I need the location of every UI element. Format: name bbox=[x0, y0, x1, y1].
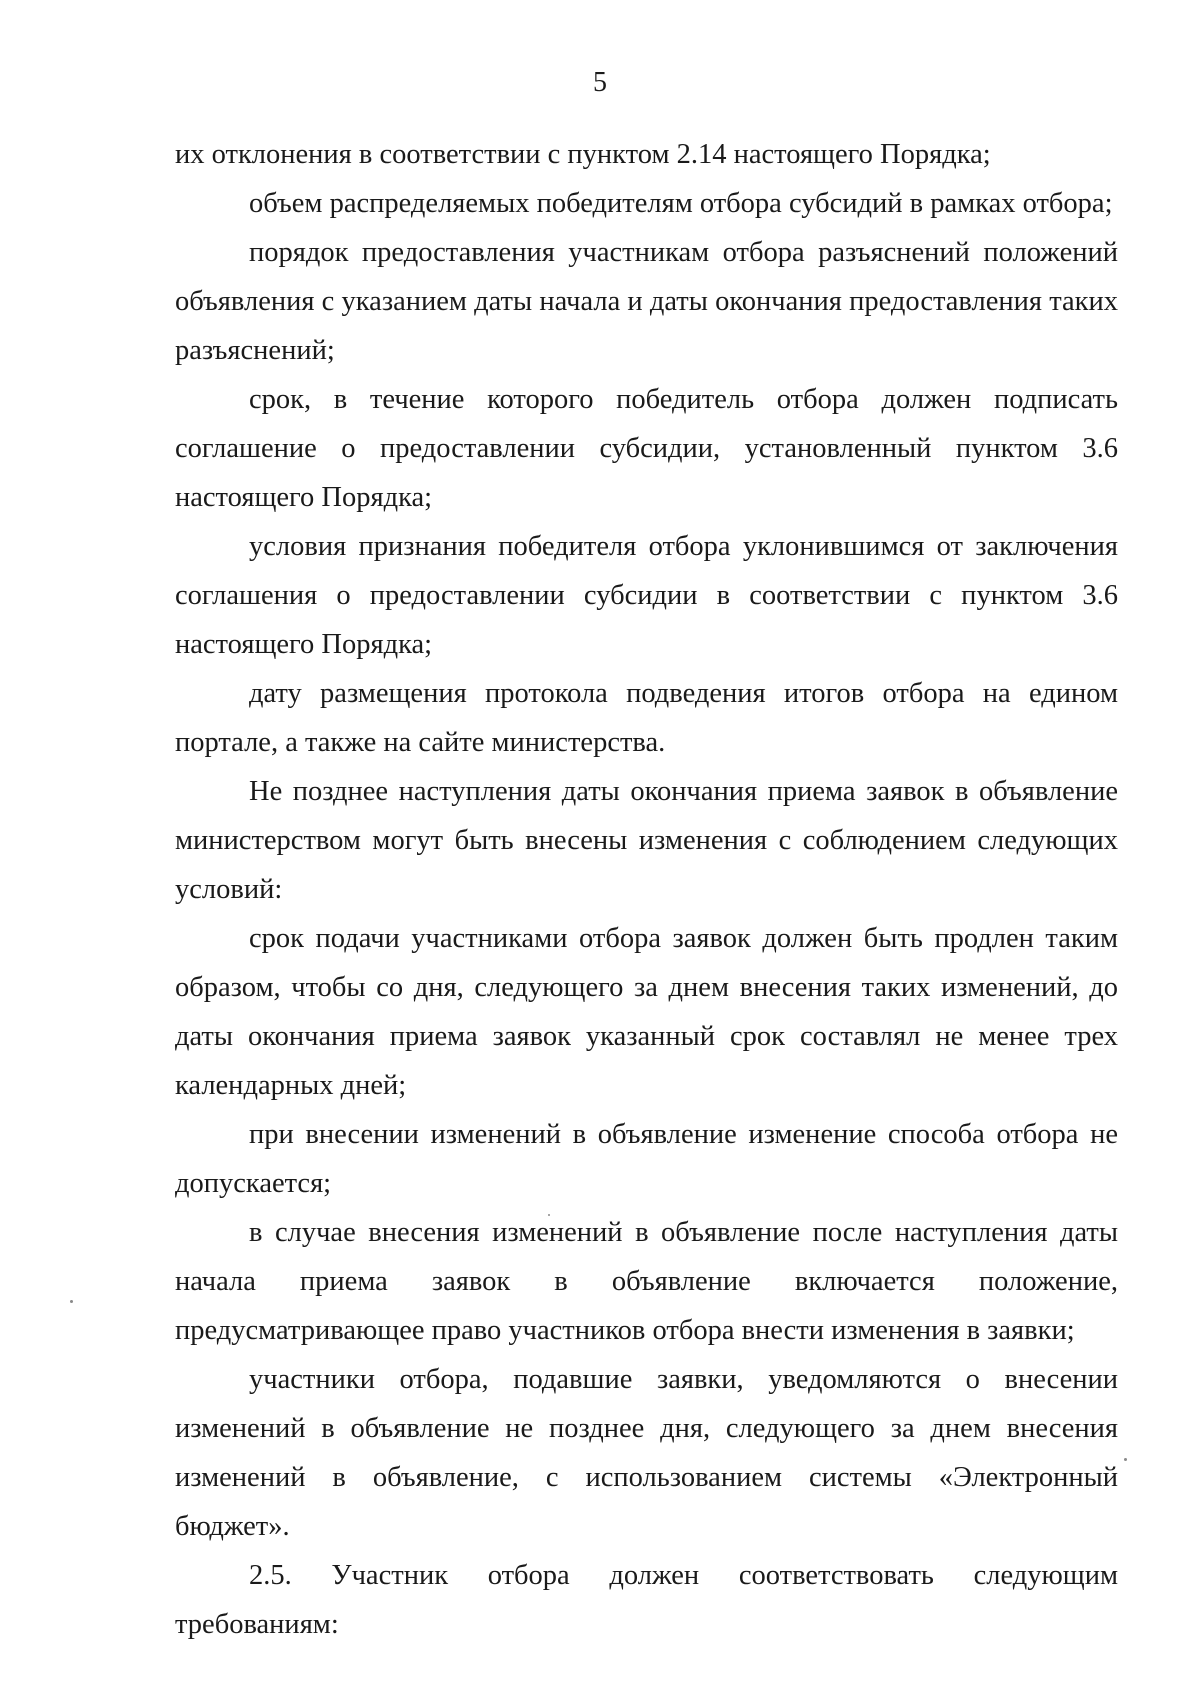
paragraph-application-changes: в случае внесения изменений в объявление после наступления даты начала приема заявок в объявление включается положение, предусматривающее право участников отбора внести изменения в заявки; bbox=[175, 1217, 1118, 1346]
paragraph-evasion-conditions: условия признания победителя отбора уклонившимся от заключения соглашения о предоставлении субсидии в соответствии с пунктом 3.6 настоящего Порядка; bbox=[175, 531, 1118, 660]
paragraph-protocol-date: дату размещения протокола подведения итогов отбора на едином портале, а также на сайте министерства. bbox=[175, 678, 1118, 758]
paragraph-continuation: их отклонения в соответствии с пунктом 2.14 настоящего Порядка; bbox=[175, 139, 991, 170]
paragraph-participant-notification: участники отбора, подавшие заявки, уведомляются о внесении изменений в объявление не позднее дня, следующего за днем внесения изменений в объявление, с использованием системы «Электронный бюджет». bbox=[175, 1364, 1118, 1542]
paragraph-method-unchanged: при внесении изменений в объявление изменение способа отбора не допускается; bbox=[175, 1119, 1118, 1199]
paragraph-amendment-rules: Не позднее наступления даты окончания приема заявок в объявление министерством могут быть внесены изменения с соблюдением следующих условий: bbox=[175, 776, 1118, 905]
paragraph-deadline-extension: срок подачи участниками отбора заявок должен быть продлен таким образом, чтобы со дня, следующего за днем внесения таких изменений, до даты окончания приема заявок указанный срок составлял не менее трех календарных дней; bbox=[175, 923, 1118, 1101]
scan-speck bbox=[1124, 1458, 1127, 1461]
page-number: 5 bbox=[593, 67, 607, 98]
paragraph-signing-term: срок, в течение которого победитель отбора должен подписать соглашение о предоставлении субсидии, установленный пунктом 3.6 настоящего Порядка; bbox=[175, 384, 1118, 513]
paragraph-subsidy-volume: объем распределяемых победителям отбора субсидий в рамках отбора; bbox=[249, 188, 1113, 219]
scan-speck bbox=[548, 1214, 550, 1216]
paragraph-section-2-5: 2.5. Участник отбора должен соответствовать следующим требованиям: bbox=[175, 1560, 1118, 1640]
paragraph-clarification-order: порядок предоставления участникам отбора разъяснений положений объявления с указанием даты начала и даты окончания предоставления таких разъяснений; bbox=[175, 237, 1118, 366]
document-body bbox=[175, 130, 1118, 1649]
scan-speck bbox=[70, 1300, 73, 1303]
